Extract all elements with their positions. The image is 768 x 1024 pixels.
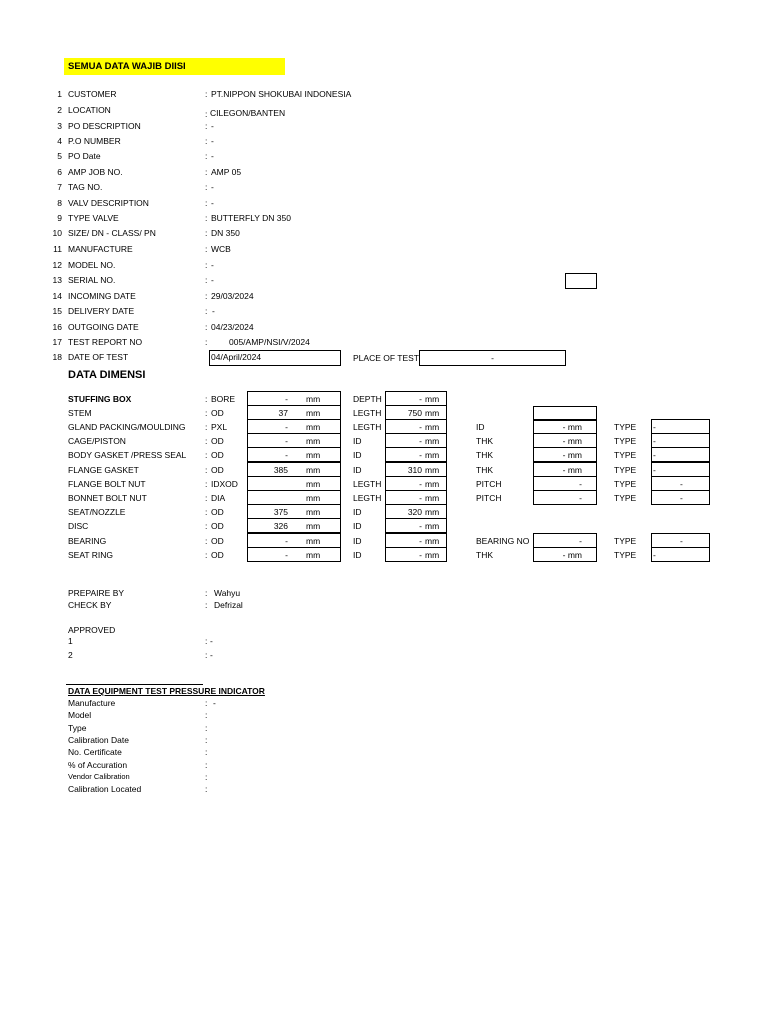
equipment-colon: : xyxy=(205,710,208,720)
dimension-value-2: - xyxy=(419,394,422,404)
row-colon: : xyxy=(205,182,208,192)
prepared-by-label: PREPAIRE BY xyxy=(68,588,125,598)
dimension-key-1: DIA xyxy=(211,493,226,503)
dimension-key-3: ID xyxy=(476,422,485,432)
equipment-label: Model xyxy=(68,710,92,720)
dimension-value-1: - xyxy=(285,550,288,560)
row-colon: : xyxy=(205,337,208,347)
dimension-value-4: - xyxy=(653,465,656,475)
dimension-key-1: PXL xyxy=(211,422,228,432)
row-label: CUSTOMER xyxy=(68,89,117,99)
row-value[interactable]: PT.NIPPON SHOKUBAI INDONESIA xyxy=(211,89,352,99)
dimension-key-1: OD xyxy=(211,408,224,418)
row-number: 2 xyxy=(57,105,62,115)
dimension-key-4: TYPE xyxy=(614,493,637,503)
row-value[interactable]: CILEGON/BANTEN xyxy=(210,108,286,118)
dimension-value-2-box[interactable] xyxy=(385,547,447,562)
dimension-value-2: - xyxy=(419,450,422,460)
row-label: DELIVERY DATE xyxy=(68,306,135,316)
banner-text: SEMUA DATA WAJIB DIISI xyxy=(68,61,186,72)
dimension-key-2: ID xyxy=(353,550,362,560)
dimension-value-3-box[interactable] xyxy=(533,419,597,434)
row-number: 15 xyxy=(52,306,62,316)
unit-label: mm xyxy=(306,465,321,475)
row-label: MANUFACTURE xyxy=(68,244,133,254)
row-value[interactable]: - xyxy=(211,182,214,192)
dimension-key-3: THK xyxy=(476,465,493,475)
dimension-value-1-box[interactable] xyxy=(247,462,341,477)
dimension-key-3: PITCH xyxy=(476,493,502,503)
row-colon: : xyxy=(205,306,208,316)
row-value[interactable]: AMP 05 xyxy=(211,167,242,177)
dimension-key-2: ID xyxy=(353,450,362,460)
dimension-value-1: 375 xyxy=(273,507,288,517)
row-value[interactable]: 04/23/2024 xyxy=(211,322,254,332)
unit-label: mm xyxy=(306,507,321,517)
unit-label: mm xyxy=(425,422,440,432)
place-of-test-value: - xyxy=(491,353,494,363)
row-value[interactable]: - xyxy=(212,306,215,316)
dimension-value-4-box[interactable] xyxy=(651,433,710,448)
dimension-value-3-box[interactable] xyxy=(533,447,597,462)
row-number: 11 xyxy=(53,244,62,254)
equipment-label: % of Accuration xyxy=(68,760,128,770)
dimension-value-4: - xyxy=(680,479,683,489)
dimension-key-4: TYPE xyxy=(614,536,637,546)
dimension-value-2-box[interactable] xyxy=(385,419,447,434)
dimension-value-1-box[interactable] xyxy=(247,447,341,462)
row-colon: : xyxy=(205,136,208,146)
row-label: TAG NO. xyxy=(68,182,103,192)
dimension-value-2-box[interactable] xyxy=(385,518,447,533)
place-of-test-label: PLACE OF TEST xyxy=(353,353,419,363)
dimension-value-2: - xyxy=(419,536,422,546)
dimension-key-4: TYPE xyxy=(614,550,637,560)
unit-label: mm xyxy=(306,408,321,418)
dimension-value-3: - mm xyxy=(562,436,582,446)
row-label: P.O NUMBER xyxy=(68,136,121,146)
equipment-colon: : xyxy=(205,772,208,782)
dimension-value-4-box[interactable] xyxy=(651,547,710,562)
dimension-value-3-box[interactable] xyxy=(533,547,597,562)
equipment-label: Manufacture xyxy=(68,698,116,708)
equipment-label: Vendor Calibration xyxy=(68,772,130,781)
row-number: 3 xyxy=(57,121,62,131)
dimension-label: FLANGE BOLT NUT xyxy=(68,479,146,489)
dimension-value-1: - xyxy=(285,394,288,404)
row-value[interactable]: - xyxy=(211,198,214,208)
unit-label: mm xyxy=(306,422,321,432)
dimension-value-1: 326 xyxy=(273,521,288,531)
dimension-label: BEARING xyxy=(68,536,107,546)
serial-no-box[interactable] xyxy=(565,273,597,289)
unit-label: mm xyxy=(425,394,440,404)
unit-label: mm xyxy=(425,465,440,475)
dimension-value-1: - xyxy=(285,536,288,546)
dimension-label: BONNET BOLT NUT xyxy=(68,493,147,503)
dimension-value-3-box[interactable] xyxy=(533,490,597,505)
equipment-value[interactable]: - xyxy=(213,698,216,708)
required-banner xyxy=(64,58,285,75)
row-label: TEST REPORT NO xyxy=(68,337,143,347)
unit-label: mm xyxy=(306,536,321,546)
row-number: 6 xyxy=(57,167,62,177)
equipment-colon: : xyxy=(205,747,208,757)
row-colon: : xyxy=(205,151,208,161)
approved-label: APPROVED xyxy=(68,625,116,635)
equipment-label: Type xyxy=(68,723,87,733)
dimension-key-3: PITCH xyxy=(476,479,502,489)
row-number: 10 xyxy=(52,228,62,238)
row-colon: : xyxy=(205,213,208,223)
row-value[interactable]: - xyxy=(211,136,214,146)
unit-label: mm xyxy=(425,507,440,517)
row-label: DATE OF TEST xyxy=(68,352,129,362)
row-label: AMP JOB NO. xyxy=(68,167,123,177)
dimension-value-2-box[interactable] xyxy=(385,504,447,519)
data-dimensi-title: DATA DIMENSI xyxy=(68,369,146,381)
dimension-colon: : xyxy=(205,465,208,475)
dimension-value-4-box[interactable] xyxy=(651,476,710,491)
dimension-key-2: ID xyxy=(353,436,362,446)
dimension-value-3: - xyxy=(579,493,582,503)
dimension-value-3: - mm xyxy=(562,422,582,432)
row-colon: : xyxy=(205,228,208,238)
row-number: 4 xyxy=(57,136,62,146)
dimension-value-1-box[interactable] xyxy=(247,391,341,406)
dimension-value-2: - xyxy=(419,436,422,446)
dimension-value-1-box[interactable] xyxy=(247,547,341,562)
equipment-label: Calibration Located xyxy=(68,784,142,794)
equipment-colon: : xyxy=(205,784,208,794)
check-by-value: Defrizal xyxy=(214,600,243,610)
dimension-value-1-box[interactable] xyxy=(247,405,341,420)
dimension-value-1: - xyxy=(285,422,288,432)
dimension-value-4-box[interactable] xyxy=(651,533,710,548)
place-of-test-box[interactable] xyxy=(419,350,566,366)
row-colon: : xyxy=(205,260,208,270)
dimension-colon: : xyxy=(205,507,208,517)
row-value[interactable]: - xyxy=(211,260,214,270)
dimension-key-3: THK xyxy=(476,450,493,460)
dimension-colon: : xyxy=(205,450,208,460)
dimension-key-2: ID xyxy=(353,465,362,475)
row-colon: : xyxy=(205,167,208,177)
dimension-value-3: - xyxy=(579,536,582,546)
row-colon: : xyxy=(205,89,208,99)
unit-label: mm xyxy=(425,450,440,460)
row-number: 9 xyxy=(57,213,62,223)
check-by-label: CHECK BY xyxy=(68,600,112,610)
equipment-label: Calibration Date xyxy=(68,735,129,745)
dimension-extra-box[interactable] xyxy=(533,406,597,421)
dimension-value-4: - xyxy=(680,536,683,546)
equipment-colon: : xyxy=(205,735,208,745)
dimension-key-1: OD xyxy=(211,507,224,517)
row-label: OUTGOING DATE xyxy=(68,322,139,332)
dimension-value-2: - xyxy=(419,521,422,531)
dimension-colon: : xyxy=(205,436,208,446)
dimension-label: BODY GASKET /PRESS SEAL xyxy=(68,450,187,460)
row-number: 17 xyxy=(52,337,62,347)
prepared-by-colon: : xyxy=(205,588,208,598)
row-label: INCOMING DATE xyxy=(68,291,136,301)
dimension-label: GLAND PACKING/MOULDING xyxy=(68,422,186,432)
row-value[interactable]: - xyxy=(211,151,214,161)
dimension-key-1: OD xyxy=(211,550,224,560)
unit-label: mm xyxy=(306,479,321,489)
dimension-label: STEM xyxy=(68,408,92,418)
row-value[interactable]: - xyxy=(211,275,214,285)
dimension-label: SEAT/NOZZLE xyxy=(68,507,126,517)
dimension-value-2-box[interactable] xyxy=(385,391,447,406)
dimension-value-1: 385 xyxy=(273,465,288,475)
dimension-value-2: 310 xyxy=(407,465,422,475)
dimension-value-4-box[interactable] xyxy=(651,490,710,505)
dimension-colon: : xyxy=(205,521,208,531)
approved-value[interactable]: - xyxy=(210,650,213,660)
row-value[interactable]: 29/03/2024 xyxy=(211,291,254,301)
dimension-value-3-box[interactable] xyxy=(533,476,597,491)
approved-value[interactable]: - xyxy=(210,636,213,646)
dimension-key-4: TYPE xyxy=(614,479,637,489)
dimension-colon: : xyxy=(205,536,208,546)
unit-label: mm xyxy=(306,436,321,446)
dimension-value-4-box[interactable] xyxy=(651,419,710,434)
unit-label: mm xyxy=(306,450,321,460)
dimension-value-1-box[interactable] xyxy=(247,533,341,548)
dimension-value-2: - xyxy=(419,493,422,503)
unit-label: mm xyxy=(306,394,321,404)
dimension-label: FLANGE GASKET xyxy=(68,465,139,475)
row-number: 8 xyxy=(57,198,62,208)
dimension-value-3: - xyxy=(579,479,582,489)
row-label: PO Date xyxy=(68,151,101,161)
dimension-colon: : xyxy=(205,479,208,489)
dimension-value-2: - xyxy=(419,550,422,560)
row-number: 13 xyxy=(52,275,62,285)
dimension-colon: : xyxy=(205,422,208,432)
dimension-label: STUFFING BOX xyxy=(68,394,132,404)
dimension-value-2-box[interactable] xyxy=(385,490,447,505)
dimension-value-2-box[interactable] xyxy=(385,462,447,477)
row-number: 1 xyxy=(57,89,62,99)
row-value[interactable]: DN 350 xyxy=(211,228,240,238)
row-colon: : xyxy=(205,291,208,301)
dimension-value-2: - xyxy=(419,422,422,432)
dimension-colon: : xyxy=(205,408,208,418)
dimension-key-4: TYPE xyxy=(614,450,637,460)
dimension-label: DISC xyxy=(68,521,89,531)
row-value[interactable]: 005/AMP/NSI/V/2024 xyxy=(229,337,310,347)
row-label: SERIAL NO. xyxy=(68,275,116,285)
row-value[interactable]: WCB xyxy=(211,244,231,254)
date-of-test-box[interactable] xyxy=(209,350,341,366)
dimension-value-2-box[interactable] xyxy=(385,476,447,491)
dimension-key-1: OD xyxy=(211,450,224,460)
dimension-value-2: 750 xyxy=(407,408,422,418)
dimension-value-2-box[interactable] xyxy=(385,433,447,448)
dimension-value-3-box[interactable] xyxy=(533,433,597,448)
unit-label: mm xyxy=(425,493,440,503)
dimension-key-3: THK xyxy=(476,436,493,446)
dimension-value-4: - xyxy=(680,493,683,503)
dimension-key-4: TYPE xyxy=(614,422,637,432)
dimension-colon: : xyxy=(205,493,208,503)
row-colon: : xyxy=(205,121,208,131)
row-number: 18 xyxy=(52,352,62,362)
row-colon: : xyxy=(205,244,208,254)
unit-label: mm xyxy=(425,408,440,418)
equipment-colon: : xyxy=(205,723,208,733)
dimension-value-2-box[interactable] xyxy=(385,533,447,548)
dimension-colon: : xyxy=(205,550,208,560)
row-value[interactable]: - xyxy=(211,121,214,131)
dimension-value-2: 320 xyxy=(407,507,422,517)
row-label: VALV DESCRIPTION xyxy=(68,198,149,208)
equipment-title: DATA EQUIPMENT TEST PRESSURE INDICATOR xyxy=(68,686,265,696)
dimension-key-2: LEGTH xyxy=(353,422,382,432)
dimension-value-3: - mm xyxy=(562,465,582,475)
row-colon: : xyxy=(205,109,208,119)
unit-label: mm xyxy=(306,521,321,531)
unit-label: mm xyxy=(425,550,440,560)
unit-label: mm xyxy=(425,536,440,546)
row-colon: : xyxy=(205,198,208,208)
dimension-value-3: - mm xyxy=(562,450,582,460)
dimension-value-3: - mm xyxy=(562,550,582,560)
unit-label: mm xyxy=(425,521,440,531)
dimension-value-4: - xyxy=(653,550,656,560)
row-colon: : xyxy=(205,322,208,332)
dimension-value-4: - xyxy=(653,436,656,446)
dimension-key-2: ID xyxy=(353,536,362,546)
approved-colon: : xyxy=(205,636,208,646)
dimension-key-2: ID xyxy=(353,521,362,531)
row-number: 14 xyxy=(52,291,62,301)
dimension-key-2: LEGTH xyxy=(353,479,382,489)
dimension-key-3: BEARING NO xyxy=(476,536,530,546)
row-label: LOCATION xyxy=(68,105,111,115)
approved-number: 2 xyxy=(68,650,73,660)
dimension-value-4-box[interactable] xyxy=(651,447,710,462)
dimension-key-1: OD xyxy=(211,436,224,446)
equipment-colon: : xyxy=(205,760,208,770)
dimension-key-2: LEGTH xyxy=(353,408,382,418)
row-label: TYPE VALVE xyxy=(68,213,119,223)
dimension-label: CAGE/PISTON xyxy=(68,436,126,446)
unit-label: mm xyxy=(306,493,321,503)
row-number: 12 xyxy=(52,260,62,270)
unit-label: mm xyxy=(306,550,321,560)
dimension-value-4: - xyxy=(653,422,656,432)
dimension-value-1: 37 xyxy=(278,408,288,418)
row-number: 16 xyxy=(52,322,62,332)
equipment-label: No. Certificate xyxy=(68,747,122,757)
dimension-value-1-box[interactable] xyxy=(247,433,341,448)
dimension-value-1-box[interactable] xyxy=(247,419,341,434)
dimension-key-1: BORE xyxy=(211,394,236,404)
dimension-key-1: OD xyxy=(211,521,224,531)
equipment-top-rule xyxy=(66,684,203,685)
row-colon: : xyxy=(205,275,208,285)
dimension-value-2-box[interactable] xyxy=(385,447,447,462)
dimension-value-3-box[interactable] xyxy=(533,533,597,548)
dimension-value-1: - xyxy=(285,450,288,460)
dimension-value-1-box[interactable] xyxy=(247,504,341,519)
dimension-value-2: - xyxy=(419,479,422,489)
dimension-colon: : xyxy=(205,394,208,404)
unit-label: mm xyxy=(425,436,440,446)
dimension-key-2: LEGTH xyxy=(353,493,382,503)
dimension-value-1-box[interactable] xyxy=(247,490,341,505)
dimension-key-2: DEPTH xyxy=(353,394,382,404)
row-label: PO DESCRIPTION xyxy=(68,121,141,131)
row-value[interactable]: 04/April/2024 xyxy=(211,352,262,362)
dimension-key-1: OD xyxy=(211,536,224,546)
dimension-key-4: TYPE xyxy=(614,436,637,446)
prepared-by-value: Wahyu xyxy=(214,588,241,598)
dimension-value-1-box[interactable] xyxy=(247,476,341,491)
dimension-value-4-box[interactable] xyxy=(651,462,710,477)
dimension-value-1-box[interactable] xyxy=(247,518,341,533)
dimension-value-1: - xyxy=(285,436,288,446)
row-value[interactable]: BUTTERFLY DN 350 xyxy=(211,213,291,223)
dimension-key-4: TYPE xyxy=(614,465,637,475)
row-number: 5 xyxy=(57,151,62,161)
dimension-label: SEAT RING xyxy=(68,550,114,560)
unit-label: mm xyxy=(425,479,440,489)
dimension-key-1: IDXOD xyxy=(211,479,238,489)
approved-colon: : xyxy=(205,650,208,660)
row-number: 7 xyxy=(57,182,62,192)
dimension-value-3-box[interactable] xyxy=(533,462,597,477)
row-label: MODEL NO. xyxy=(68,260,116,270)
dimension-key-1: OD xyxy=(211,465,224,475)
check-by-colon: : xyxy=(205,600,208,610)
dimension-value-4: - xyxy=(653,450,656,460)
approved-number: 1 xyxy=(68,636,73,646)
equipment-colon: : xyxy=(205,698,208,708)
dimension-key-2: ID xyxy=(353,507,362,517)
row-label: SIZE/ DN - CLASS/ PN xyxy=(68,228,156,238)
dimension-key-3: THK xyxy=(476,550,493,560)
dimension-value-2-box[interactable] xyxy=(385,405,447,420)
